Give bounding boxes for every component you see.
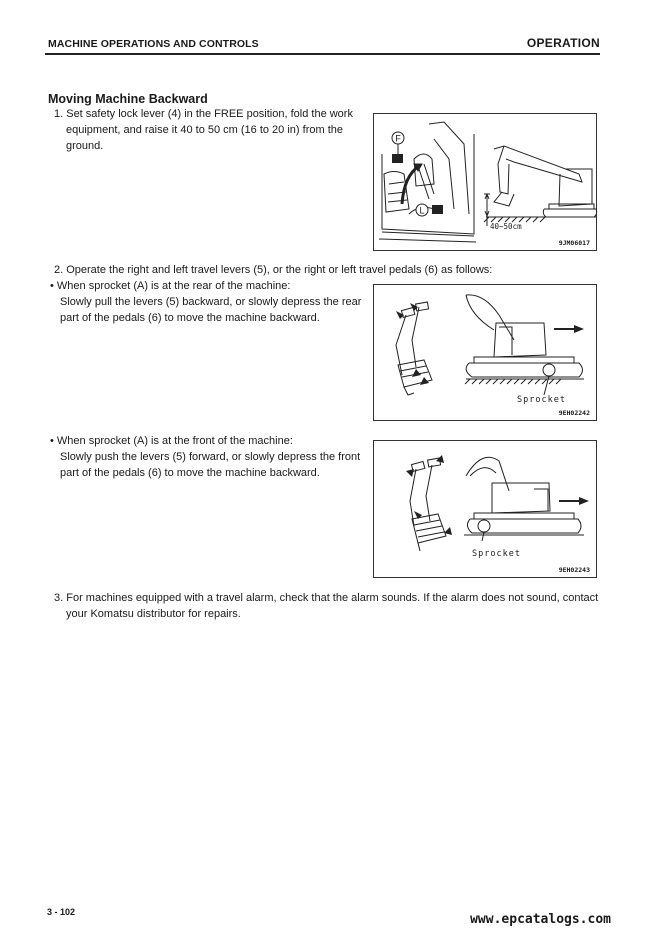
sprocket-label-rear: Sprocket (517, 395, 566, 405)
header-chapter-title: OPERATION (526, 36, 600, 50)
step-1-line-3: ground. (66, 140, 104, 152)
header-divider (45, 53, 600, 55)
sprocket-label-front: Sprocket (472, 549, 521, 559)
figure-2-code: 9EH02242 (558, 409, 590, 417)
safety-lock-illustration (374, 114, 598, 252)
figure-safety-lock-lever (373, 113, 597, 251)
bullet-2-line-1: Slowly push the levers (5) forward, or slowly depress the front (60, 451, 361, 463)
bullet-1-head: • When sprocket (A) is at the rear of the machine: (50, 280, 291, 292)
mark-f-label: F (395, 133, 401, 144)
step-1-line-1: 1. Set safety lock lever (4) in the FREE position, fold the work (54, 108, 353, 120)
figure-1-code: 9JM06017 (558, 239, 590, 247)
bullet-2-line-2: part of the pedals (6) to move the machine backward. (60, 467, 320, 479)
bullet-2-head: • When sprocket (A) is at the front of the machine: (50, 435, 293, 447)
step-3-line-1: 3. For machines equipped with a travel alarm, check that the alarm sounds. If the alarm does not sound, contact (54, 592, 599, 604)
step-1-line-2: equipment, and raise it 40 to 50 cm (16 to 20 in) from the (66, 124, 343, 136)
dimension-label: 40~50cm (490, 222, 522, 231)
page-number: 3 - 102 (47, 907, 76, 917)
lock-icon (432, 205, 443, 214)
page-title: Moving Machine Backward (48, 92, 208, 106)
step-3 (54, 590, 614, 622)
website-link[interactable]: www.epcatalogs.com (470, 912, 611, 927)
header-section-title: MACHINE OPERATIONS AND CONTROLS (48, 38, 259, 50)
figure-sprocket-front (373, 440, 597, 578)
step-2: 2. Operate the right and left travel levers (5), or the right or left travel pedals (6) as follows: (54, 264, 493, 276)
step-3-line-2: your Komatsu distributor for repairs. (66, 608, 241, 620)
figure-sprocket-rear (373, 284, 597, 421)
figure-3-code: 9EH02243 (558, 566, 590, 574)
unlock-icon (392, 154, 403, 163)
bullet-sprocket-rear (50, 278, 370, 326)
mark-l-label: L (419, 205, 425, 216)
bullet-1-line-2: part of the pedals (6) to move the machine backward. (60, 312, 320, 324)
bullet-1-line-1: Slowly pull the levers (5) backward, or slowly depress the rear (60, 296, 362, 308)
bullet-sprocket-front (50, 433, 370, 481)
step-1 (54, 106, 366, 154)
